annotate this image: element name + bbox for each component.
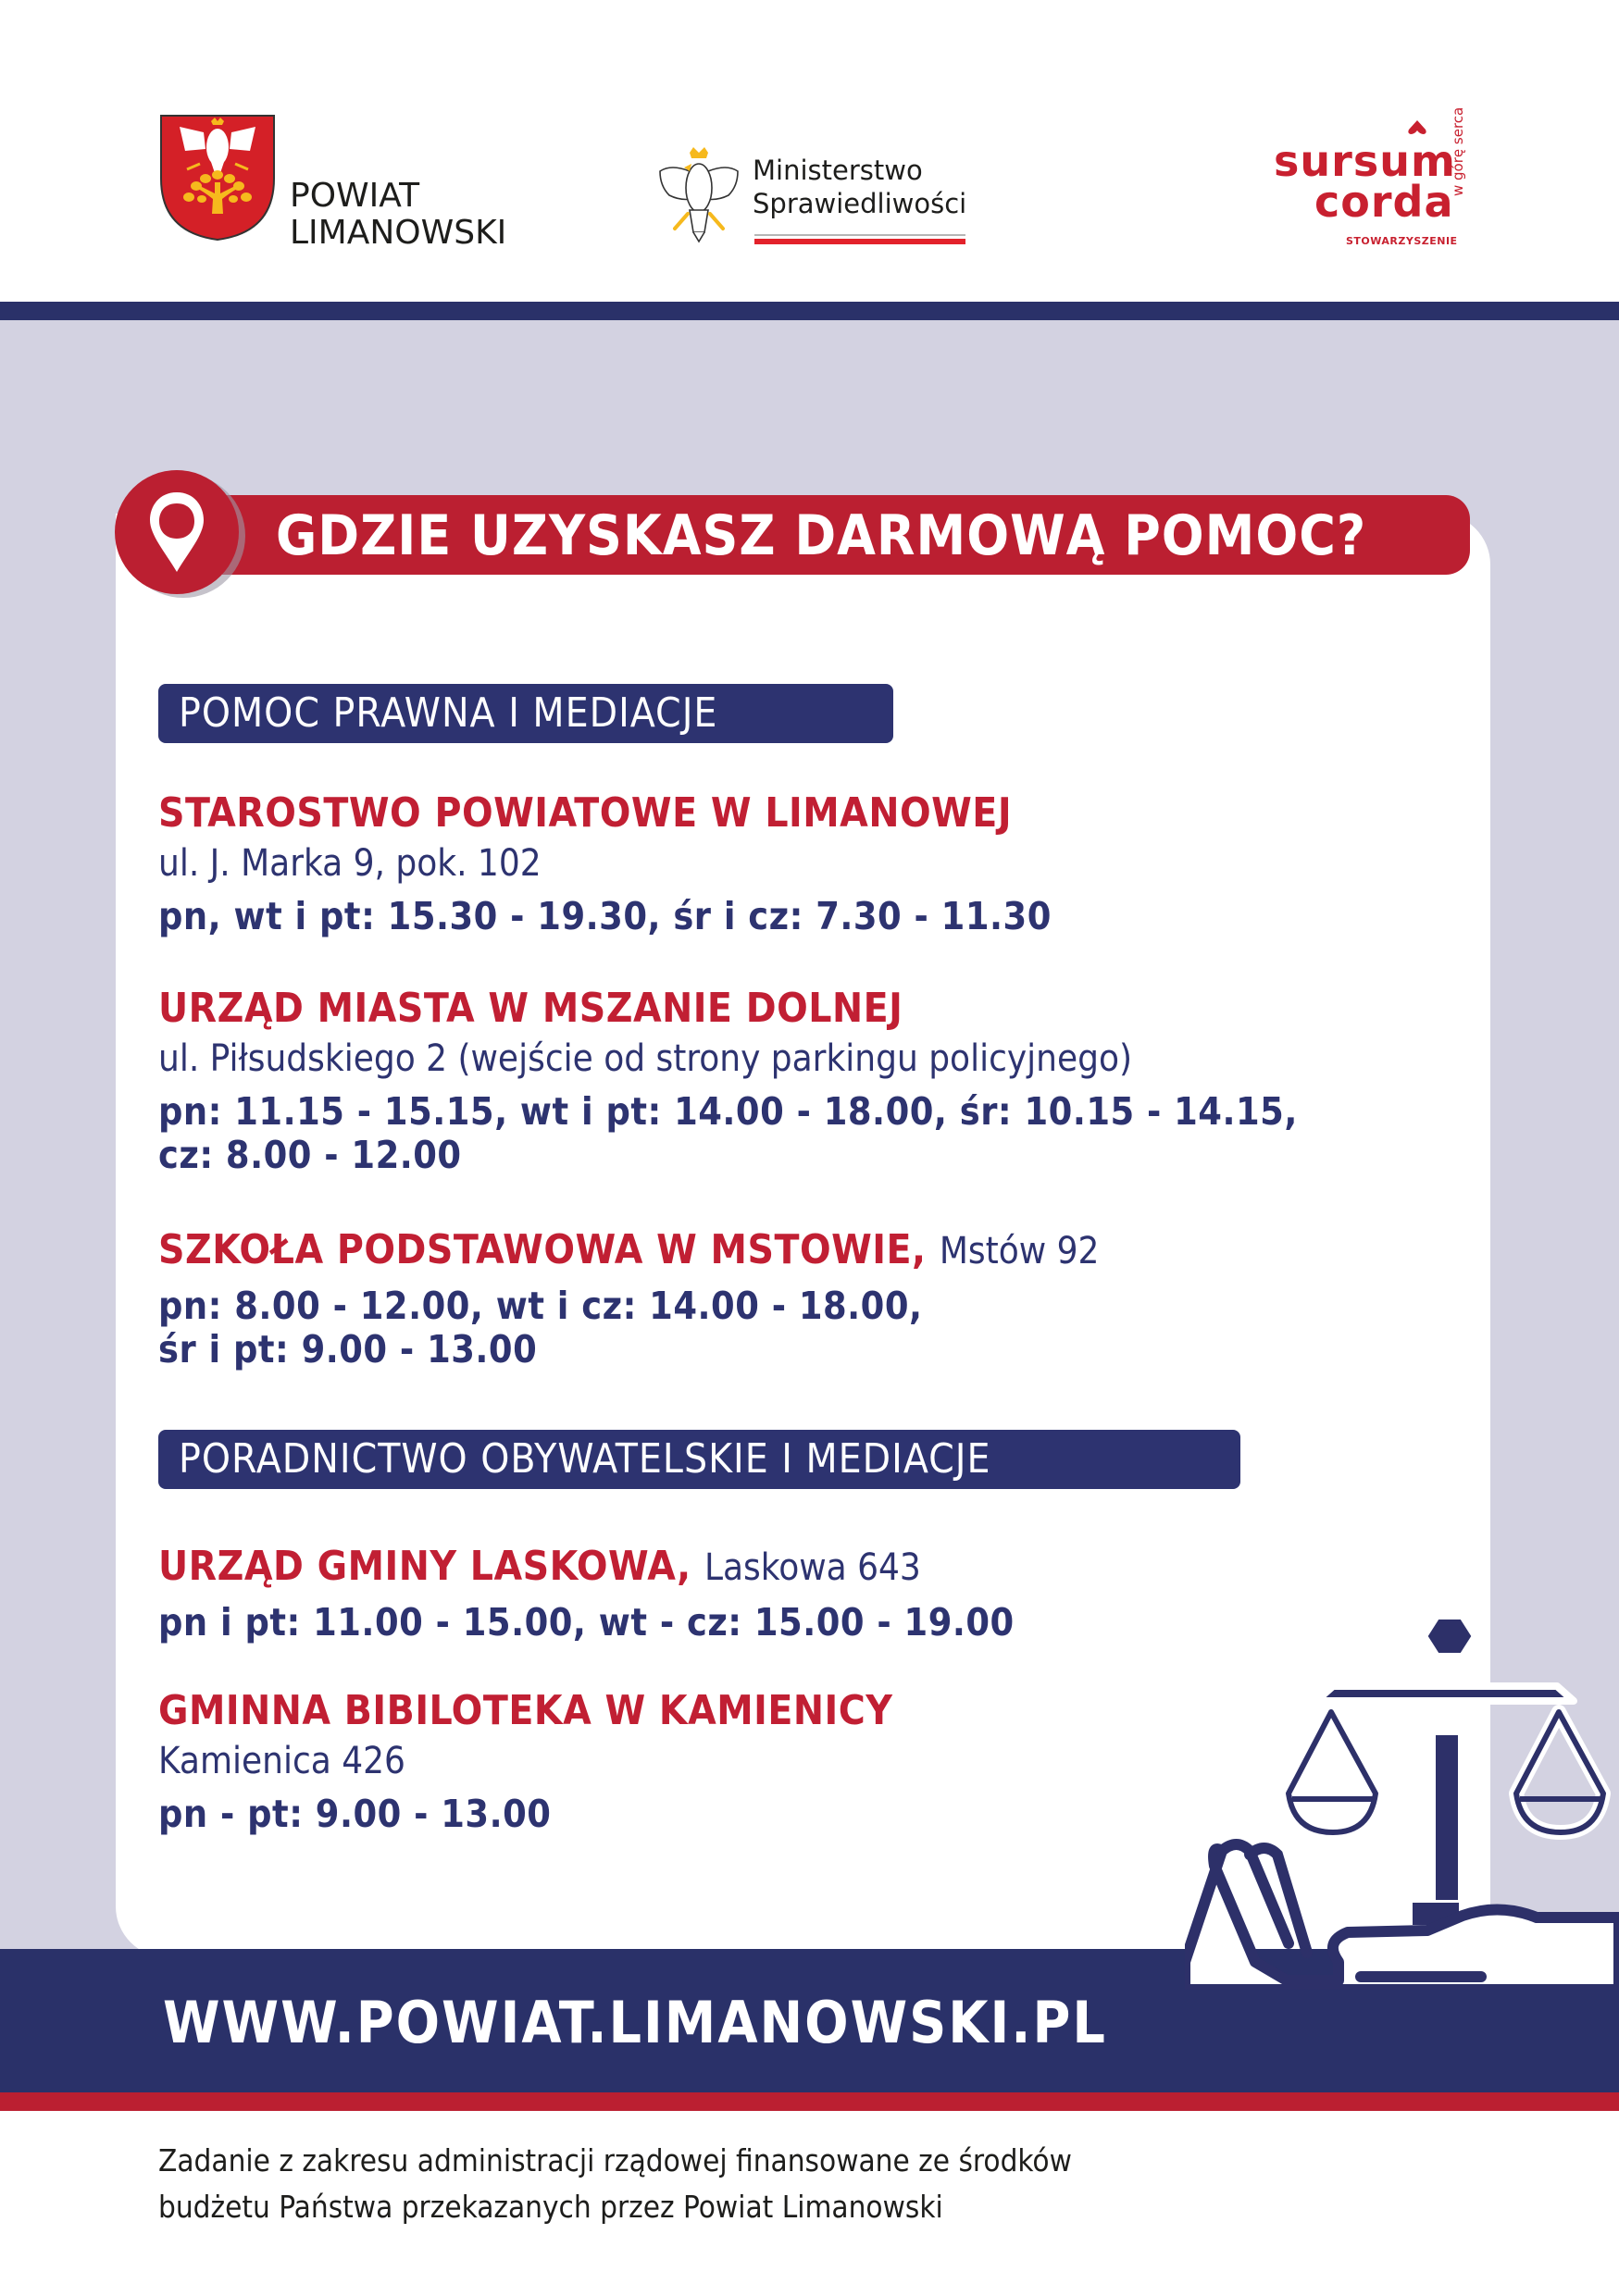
corda-line: corda xyxy=(1314,177,1454,227)
powiat-logo-line-2: LIMANOWSKI xyxy=(290,214,507,252)
sursum-corda-logo xyxy=(1274,136,1456,227)
disclaimer-line-1: Zadanie z zakresu administracji rządowej finansowane ze środków xyxy=(158,2142,1072,2178)
entry-name: STAROSTWO POWIATOWE W LIMANOWEJ xyxy=(158,789,1013,837)
disclaimer-line-2: budżetu Państwa przekazanych przez Powiat Limanowski xyxy=(158,2189,943,2225)
sursum-corda-subtitle: STOWARZYSZENIE xyxy=(1346,235,1458,247)
justice-scales-hand-icon xyxy=(1185,1573,1619,1990)
section-pill-civic-advice: PORADNICTWO OBYWATELSKIE I MEDIACJE xyxy=(158,1430,1240,1489)
entry-hours: pn - pt: 9.00 - 13.00 xyxy=(158,1792,552,1836)
entry-hours-line-2: cz: 8.00 - 12.00 xyxy=(158,1133,462,1177)
entry-szkola-mstow xyxy=(158,1224,1399,1371)
sursum-line: sursum xyxy=(1274,136,1456,186)
heart-caret-icon xyxy=(1407,118,1427,137)
map-pin-icon xyxy=(146,489,207,577)
ministry-logo-text xyxy=(753,154,966,220)
pin-circle xyxy=(115,470,239,594)
section-pill-legal-aid: POMOC PRAWNA I MEDIACJE xyxy=(158,684,893,743)
top-divider-bar xyxy=(0,302,1619,320)
entry-name: URZĄD MIASTA W MSZANIE DOLNEJ xyxy=(158,985,903,1032)
footer-red-stripe xyxy=(0,2092,1619,2111)
entry-address: ul. Piłsudskiego 2 (wejście od strony parkingu policyjnego) xyxy=(158,1037,1133,1080)
ministry-rule-grey xyxy=(754,234,965,236)
coat-of-arms-icon xyxy=(159,114,276,242)
entry-hours-line-1: pn: 11.15 - 15.15, wt i pt: 14.00 - 18.00, śr: 10.15 - 14.15, xyxy=(158,1089,1298,1134)
ministry-logo-line-2: Sprawiedliwości xyxy=(753,188,967,219)
entry-name: GMINNA BIBILOTEKA W KAMIENICY xyxy=(158,1687,893,1734)
polish-eagle-icon xyxy=(653,143,745,245)
entry-hours-line-1: pn: 8.00 - 12.00, wt i cz: 14.00 - 18.00, xyxy=(158,1284,923,1328)
entry-address: ul. J. Marka 9, pok. 102 xyxy=(158,842,542,885)
funding-disclaimer xyxy=(158,2138,1072,2230)
sursum-corda-tagline: w górę serca xyxy=(1450,106,1466,196)
ministry-rule-red xyxy=(754,239,965,244)
entry-address: Laskowa 643 xyxy=(704,1546,921,1589)
entry-address: Mstów 92 xyxy=(939,1230,1100,1272)
website-link[interactable]: WWW.POWIAT.LIMANOWSKI.PL xyxy=(163,1989,1107,2056)
entry-name-row xyxy=(158,1224,1399,1277)
ministry-logo-line-1: Ministerstwo xyxy=(753,155,923,186)
entry-urzad-miasta-mszana xyxy=(158,983,1399,1177)
entry-hours: pn i pt: 11.00 - 15.00, wt - cz: 15.00 - 19.00 xyxy=(158,1600,1015,1644)
entry-name: URZĄD GMINY LASKOWA, xyxy=(158,1543,691,1590)
page-title: GDZIE UZYSKASZ DARMOWĄ POMOC? xyxy=(276,503,1367,568)
entry-hours-line-2: śr i pt: 9.00 - 13.00 xyxy=(158,1327,538,1371)
powiat-logo-line-1: POWIAT xyxy=(290,177,420,215)
entry-name: SZKOŁA PODSTAWOWA W MSTOWIE, xyxy=(158,1226,927,1273)
entry-address: Kamienica 426 xyxy=(158,1740,405,1782)
entry-starostwo xyxy=(158,788,1399,938)
entry-hours: pn, wt i pt: 15.30 - 19.30, śr i cz: 7.30 - 11.30 xyxy=(158,894,1052,938)
powiat-logo-text xyxy=(290,178,506,252)
logo-ministerstwo xyxy=(653,143,745,245)
